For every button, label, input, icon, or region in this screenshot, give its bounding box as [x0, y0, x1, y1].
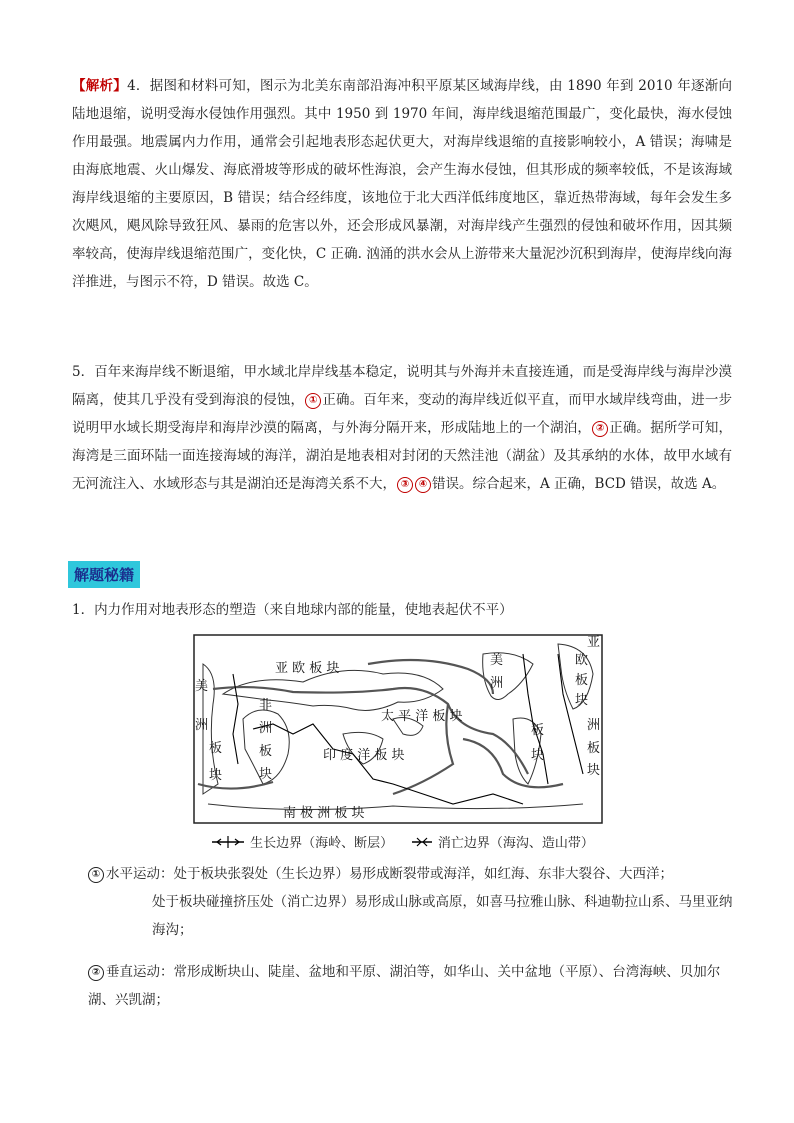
label-pacific: 太 平 洋 板 块 — [381, 709, 463, 724]
legend-die: 消亡边界（海沟、造山带） — [437, 836, 594, 851]
label-africa-1: 非 — [259, 698, 273, 713]
label-right-5: 洲 — [587, 718, 601, 733]
point-1-text-a: 水平运动：处于板块张裂处（生长边界）易形成断裂带或海洋，如红海、东非大裂谷、大西洋； — [106, 866, 673, 882]
analysis-q5 — [72, 358, 732, 498]
mark-3: ③ — [397, 477, 413, 493]
point-1-mark: ① — [88, 867, 104, 883]
label-eurasia: 亚 欧 板 块 — [275, 661, 340, 676]
grow-boundary-icon — [210, 835, 246, 849]
label-antarctic: 南 极 洲 板 块 — [283, 806, 365, 821]
label-africa-3: 板 — [259, 744, 273, 759]
plate-map — [193, 634, 603, 824]
map-legend — [210, 832, 610, 851]
legend-grow: 生长边界（海岭、断层） — [250, 836, 394, 851]
q5-text-c: 正确。据所学可知，海湾是三面环陆一面连接海域的海洋，湖泊是地表相对封闭的天然洼池（湖盆）及其承纳的水体，故甲水域有无河流注入、水域形态与其是湖泊还是海湾关系不大， — [72, 420, 732, 492]
label-america-2: 洲 — [490, 676, 504, 691]
point-2-mark: ② — [88, 965, 104, 981]
label-indian: 印 度 洋 板 块 — [323, 748, 405, 763]
label-right-2: 欧 — [575, 653, 589, 668]
point-2-text: 垂直运动：常形成断块山、陡崖、盆地和平原、湖泊等，如华山、关中盆地（平原）、台湾海峡、贝加尔湖、兴凯湖； — [88, 964, 721, 1008]
label-america-4: 块 — [531, 748, 545, 763]
q5-text-a: 5．百年来海岸线不断退缩，甲水域北岸岸线基本稳定，说明其与外海并未直接连通，而是受海岸线与海岸沙漠隔离，使其几乎没有受到海浪的侵蚀， — [72, 364, 732, 408]
mark-2: ② — [592, 421, 608, 437]
point-1 — [88, 860, 738, 944]
label-right-3: 板 — [575, 673, 589, 688]
label-america-1: 美 — [490, 653, 504, 668]
point-1-text-b: 处于板块碰撞挤压处（消亡边界）易形成山脉或高原，如喜马拉雅山脉、科迪勒拉山系、马里亚纳海沟； — [152, 894, 733, 938]
label-right-1: 亚 — [587, 635, 601, 650]
label-left-3: 板 — [209, 741, 223, 756]
q4-text: 4．据图和材料可知，图示为北美东南部沿海冲积平原某区域海岸线，由 1890 年到 2010 年逐渐向陆地退缩，说明受海水侵蚀作用强烈。其中 1950 到 1970 年间，海岸线退缩范围最广，变化最快，海水侵蚀作用最强。地震属内力作用，通常会引起地表形态起伏更大，对海岸线退缩的直接影响较小，A 错误；海啸是由海底地震、火山爆发、海底滑坡等形成的破坏性海浪，会产生海水侵蚀，但其形成的频率较低，不是该海域海岸线退缩的主要原因，B 错误；结合经纬度，该地位于北大西洋低纬度地区，靠近热带海域，每年会发生多次飓风，飓风除导致狂风、暴雨的危害以外，还会形成风暴潮，对海岸线产生强烈的侵蚀和破坏作用，因其频率较高，使海岸线退缩范围广，变化快，C 正确. 汹涌的洪水会从上游带来大量泥沙沉积到海岸，使海岸线向海洋推进，与图示不符，D 错误。故选 C。 — [72, 78, 733, 290]
label-africa-2: 洲 — [259, 721, 273, 736]
point-2 — [88, 958, 738, 1014]
mark-4: ④ — [415, 477, 431, 493]
section-title: 解题秘籍 — [68, 561, 140, 588]
label-right-7: 块 — [587, 763, 601, 778]
mark-1: ① — [305, 393, 321, 409]
tip-item-1-text: 1．内力作用对地表形态的塑造（来自地球内部的能量，使地表起伏不平） — [72, 602, 513, 618]
label-left-2: 洲 — [195, 718, 209, 733]
tip-item-1 — [72, 596, 732, 624]
analysis-q4 — [72, 72, 732, 296]
analysis-tag: 【解析】 — [72, 78, 128, 94]
label-africa-4: 块 — [259, 767, 273, 782]
label-right-6: 板 — [587, 741, 601, 756]
label-left-4: 块 — [209, 768, 223, 783]
q5-text-b: 正确。百年来，变动的海岸线近似平直，而甲水域岸线弯曲，进一步说明甲水域长期受海岸和海岸沙漠的隔离，与外海分隔开来，形成陆地上的一个湖泊， — [72, 392, 733, 436]
label-america-3: 板 — [531, 723, 545, 738]
q5-text-d: 错误。综合起来，A 正确，BCD 错误，故选 A。 — [432, 476, 726, 492]
plate-map-svg — [193, 634, 603, 824]
die-boundary-icon — [410, 835, 434, 849]
label-left-1: 美 — [195, 679, 209, 694]
label-right-4: 块 — [575, 693, 589, 708]
